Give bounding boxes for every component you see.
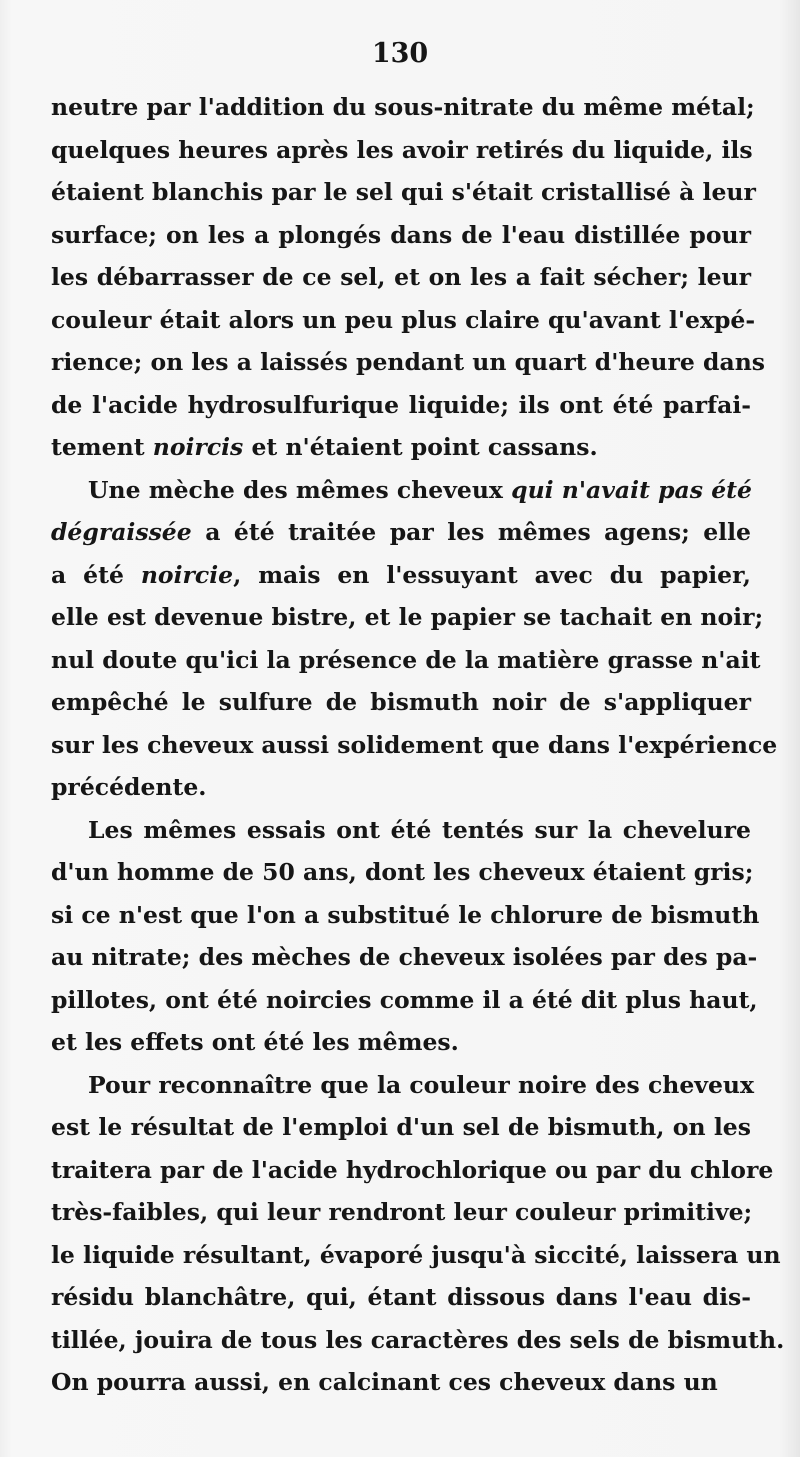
text-line [51, 129, 751, 172]
text-line [51, 511, 751, 554]
line-text: elle est devenue bistre, et le papier se tachait en noir; [51, 603, 764, 631]
line-text: si ce n'est que l'on a substitué le chlorure de bismuth [51, 900, 760, 929]
text-line [51, 724, 778, 767]
line-text: précédente. [51, 773, 207, 801]
text-line [51, 299, 756, 342]
italic-text: noircis [152, 433, 244, 461]
text-line [51, 851, 754, 894]
line-text: le liquide résultant, évaporé jusqu'à siccité, laissera un [51, 1240, 781, 1269]
text-line [51, 1021, 751, 1064]
text-line [51, 809, 751, 852]
line-text: et n'étaient point cassans. [243, 433, 598, 461]
text-line [51, 1319, 785, 1362]
text-line [51, 639, 761, 682]
text-line [51, 979, 758, 1022]
text-line [51, 681, 751, 724]
line-text: couleur était alors un peu plus claire qu'avant l'expé- [51, 305, 756, 334]
paragraph [51, 469, 778, 809]
line-text: surface; on les a plongés dans de l'eau distillée pour [51, 220, 751, 249]
text-line [51, 766, 751, 809]
line-text: sur les cheveux aussi solidement que dans l'expérience [51, 730, 778, 759]
text-line [51, 936, 758, 979]
line-text: tillée, jouira de tous les caractères des sels de bismuth. [51, 1325, 785, 1354]
line-text: a été [51, 560, 141, 589]
text-line [51, 1191, 751, 1234]
line-text: On pourra aussi, en calcinant ces cheveux dans un [51, 1368, 718, 1396]
line-text: de l'acide hydrosulfurique liquide; ils ont été parfai- [51, 390, 751, 419]
text-line [51, 384, 751, 427]
italic-text: qui n'avait pas été [511, 475, 752, 504]
text-line [51, 86, 755, 129]
line-text: résidu blanchâtre, qui, étant dissous dans l'eau dis- [51, 1283, 751, 1311]
text-line [51, 1064, 754, 1107]
line-text: Pour reconnaître que la couleur noire des cheveux [88, 1070, 754, 1099]
line-text: et les effets ont été les mêmes. [51, 1028, 459, 1056]
text-line [51, 256, 751, 299]
body-text [51, 86, 785, 1404]
text-line [51, 1106, 751, 1149]
text-line [51, 469, 751, 512]
line-text: au nitrate; des mèches de cheveux isolées par des pa- [51, 943, 758, 971]
text-line [51, 554, 751, 597]
text-line [51, 1149, 774, 1192]
line-text: neutre par l'addition du sous-nitrate du même métal; [51, 93, 755, 121]
line-text: est le résultat de l'emploi d'un sel de bismuth, on les [51, 1113, 751, 1141]
line-text: Les mêmes essais ont été tentés sur la chevelure [88, 815, 751, 844]
line-text: très-faibles, qui leur rendront leur couleur primitive; [51, 1198, 753, 1226]
text-line [51, 894, 760, 937]
line-text: quelques heures après les avoir retirés du liquide, ils [51, 135, 753, 164]
line-text: les débarrasser de ce sel, et on les a fait sécher; leur [51, 263, 751, 291]
line-text: étaient blanchis par le sel qui s'était cristallisé à leur [51, 178, 756, 206]
text-line [51, 341, 766, 384]
italic-text: dégraissée [51, 518, 192, 546]
text-line [51, 1276, 751, 1319]
line-text: pillotes, ont été noircies comme il a été dit plus haut, [51, 985, 758, 1014]
line-text: rience; on les a laissés pendant un quart d'heure dans [51, 348, 766, 376]
italic-text: noircie [140, 560, 234, 589]
line-text: d'un homme de 50 ans, dont les cheveux étaient gris; [51, 858, 754, 886]
line-text: traitera par de l'acide hydrochlorique ou par du chlore [51, 1155, 774, 1184]
line-text: Une mèche des mêmes cheveux [88, 475, 512, 504]
page-number: 130 [371, 38, 429, 69]
text-line [51, 1234, 781, 1277]
line-text: a été traitée par les mêmes agens; elle [191, 518, 751, 546]
line-text: tement [51, 433, 153, 461]
text-line [51, 171, 756, 214]
line-text: empêché le sulfure de bismuth noir de s'appliquer [51, 688, 751, 716]
text-line [51, 1361, 751, 1404]
text-line [51, 596, 764, 639]
paragraph [51, 1064, 785, 1404]
text-line [51, 214, 751, 257]
paragraph [51, 809, 760, 1064]
text-line [51, 426, 751, 469]
line-text: , mais en l'essuyant avec du papier, [233, 560, 751, 589]
line-text: nul doute qu'ici la présence de la matière grasse n'ait [51, 645, 761, 674]
paragraph [51, 86, 766, 469]
